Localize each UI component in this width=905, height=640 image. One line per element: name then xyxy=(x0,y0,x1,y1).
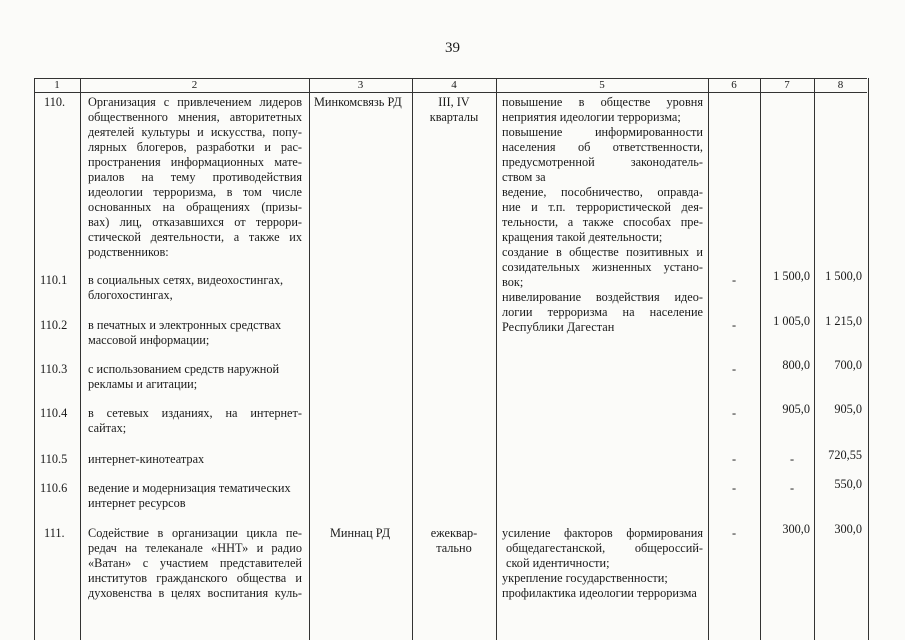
cell-col7: 800,0 xyxy=(782,358,810,372)
column-header: 2 xyxy=(191,79,198,91)
row-110-term: кварталы xyxy=(429,110,479,124)
document-page: 39 1 2 3 4 5 6 7 8 110. Организация с привлечением лидеров общественного мнения, авторитетных деятелей культуры и искусства, попу- лярных блогеров, разработки и рас- пространения информационных мате- риалов на тему противодействия идеологии терроризма, в том числе основанных на обращениях (призы- вах) лиц, отказавшихся от террори- стической деятельности, а также их родственников: Минкомсвязь РД III, IV кварталы повышение в обществе уровня неприятия идеологии терроризма; повышение информированности населения об ответственности, предусмотренной законодатель- ством за ведение, пособничество, оправда- ние и т.п. террористической дея- тельности, а также способах пре- кращения такой деятельности; создание в обществе позитивных и созидательных жизненных устано- вок; нивелирование воздействия идео- логии терроризма на население Республики Дагестан 110.1 в социальных сетях, видеохостингах, блогохостингах, - 1 500,0 1 500,0 110.2 в печатных и электронных средствах массовой информации; - 1 005,0 1 215,0 110.3 с использованием средств наружной рекламы и агитации; - 800,0 700,0 110.4 в сетевых изданиях, на интернет- сайтах; - 905,0 905,0 110.5 интернет-кинотеатрах - - 720,55 110.6 ведение и модернизация тематических интернет ресурсов - - 550,0 111. Содействие в организации цикла пе- редач на телеканале «ННТ» и радио «Ватан» с участием представителей институтов гражданского общества и духовенства в целях воспитания куль- Миннац РД ежеквар- тально усиление факторов формирования общедагестанской, общероссий- ской идентичности; укрепление государственности; профилактика идеологии терроризма - 300,0 300,0 xyxy=(0,0,905,640)
row-111-executor: Миннац РД xyxy=(330,526,391,540)
row-110-executor: Минкомсвязь РД xyxy=(314,95,402,109)
row-number: 110. xyxy=(44,95,66,109)
cell-col6: - xyxy=(731,406,737,420)
col-divider xyxy=(496,78,497,640)
cell-col8: 550,0 xyxy=(834,477,862,491)
cell-col8: 300,0 xyxy=(834,522,862,536)
row-description: с использованием средств наружной xyxy=(88,362,280,376)
row-number: 110.5 xyxy=(40,452,68,466)
row-number: 110.4 xyxy=(40,406,68,420)
row-description: в сетевых изданиях, на интернет- xyxy=(88,406,302,420)
cell-col7: 1 005,0 xyxy=(773,314,810,328)
cell-col6: - xyxy=(731,452,737,466)
column-header: 5 xyxy=(599,79,605,91)
cell-col8: 700,0 xyxy=(834,358,862,372)
cell-col6: - xyxy=(731,318,737,332)
row-111-term: тально xyxy=(436,541,472,555)
row-number: 110.6 xyxy=(40,481,68,495)
cell-col7: 300,0 xyxy=(782,522,810,536)
row-number: 110.1 xyxy=(40,273,68,287)
cell-col7: - xyxy=(789,452,795,466)
col-divider xyxy=(708,78,709,640)
row-description: интернет ресурсов xyxy=(88,496,186,510)
column-header: 3 xyxy=(357,79,364,91)
row-description: ведение и модернизация тематических xyxy=(88,481,291,495)
row-number: 110.3 xyxy=(40,362,68,376)
cell-col7: - xyxy=(789,481,795,495)
column-header: 8 xyxy=(837,79,844,91)
row-description: в социальных сетях, видеохостингах, xyxy=(88,273,284,287)
row-description: блогохостингах, xyxy=(88,288,173,302)
col-divider xyxy=(80,78,81,640)
column-header: 7 xyxy=(784,79,790,91)
row-111-term: ежеквар- xyxy=(430,526,478,540)
column-header: 4 xyxy=(451,79,457,91)
cell-col8: 1 500,0 xyxy=(825,269,862,283)
column-header: 6 xyxy=(731,79,737,91)
row-number: 110.2 xyxy=(40,318,68,332)
cell-col7: 1 500,0 xyxy=(773,269,810,283)
row-110-term: III, IV xyxy=(438,95,470,109)
row-number: 111. xyxy=(44,526,65,540)
cell-col6: - xyxy=(731,273,737,287)
cell-col6: - xyxy=(731,526,737,540)
page-number: 39 xyxy=(445,40,460,56)
col-divider xyxy=(309,78,310,640)
row-description: в печатных и электронных средствах xyxy=(88,318,282,332)
cell-col6: - xyxy=(731,481,737,495)
row-description: сайтах; xyxy=(88,421,127,435)
cell-col8: 1 215,0 xyxy=(825,314,862,328)
row-description: интернет-кинотеатрах xyxy=(88,452,205,466)
cell-col7: 905,0 xyxy=(782,402,810,416)
cell-col8: 720,55 xyxy=(828,448,862,462)
cell-col6: - xyxy=(731,362,737,376)
cell-col8: 905,0 xyxy=(834,402,862,416)
row-description: массовой информации; xyxy=(88,333,210,347)
row-description: рекламы и агитации; xyxy=(88,377,198,391)
column-header: 1 xyxy=(54,79,60,91)
